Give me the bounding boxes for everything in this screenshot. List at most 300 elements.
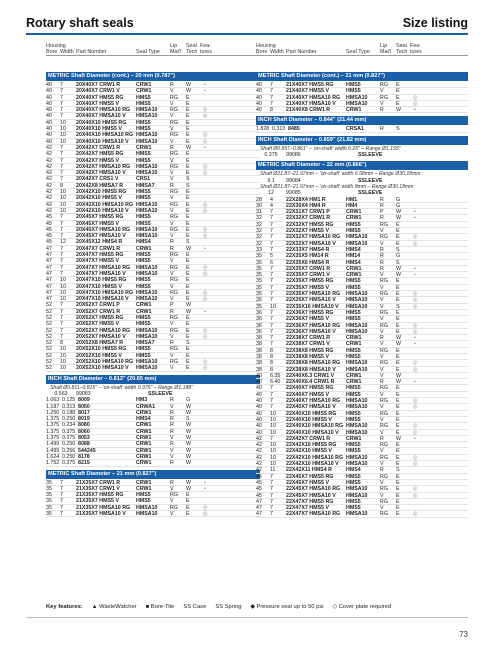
table-cell: 20X52X7 CRW1 R	[76, 308, 121, 315]
feature-icon: ◎	[202, 296, 208, 303]
feature-icon	[200, 353, 210, 358]
sleeve-cell: SSLEEVE	[148, 390, 173, 397]
table-cell: 22X40X10 HMSA10 V	[286, 429, 339, 436]
table-cell: 22X40X10 HMS5 RG	[286, 410, 337, 417]
table-cell: V	[380, 297, 384, 304]
table-cell: 40	[46, 126, 52, 133]
table-cell: V	[170, 113, 174, 120]
table-cell: 52	[46, 327, 52, 334]
table-cell: HMS4	[346, 259, 361, 266]
table-cell: G	[396, 253, 401, 260]
section-header: INCH Shaft Diameter – 0.844" (21.44 mm)	[256, 116, 468, 125]
feature-icon	[200, 176, 210, 181]
table-cell: E	[396, 347, 400, 354]
table-cell: 52	[46, 333, 52, 340]
table-cell: 8178	[78, 453, 90, 460]
table-cell: 10	[60, 138, 66, 145]
table-cell: 7	[270, 278, 273, 285]
table-cell: 20X40X7 CRW1 R	[76, 82, 121, 88]
feature-icon: ◎	[202, 226, 208, 233]
table-cell: HMS5	[346, 448, 361, 455]
table-cell: 1.752	[46, 460, 60, 467]
table-cell: HMSA10	[346, 291, 368, 298]
feature-icon	[410, 82, 420, 87]
table-cell: 40	[46, 107, 52, 114]
table-cell: V	[170, 88, 174, 95]
table-cell: 22X38X7 CRW1 R	[286, 335, 331, 342]
table-cell: 8215	[78, 460, 90, 467]
table-cell: E	[396, 360, 400, 367]
table-cell: 7	[270, 309, 273, 316]
table-cell: 40	[256, 82, 262, 88]
table-cell: 52	[46, 314, 52, 321]
table-cell: 52	[46, 302, 52, 309]
table-cell: 22X28X4 HM1 R	[286, 196, 326, 203]
table-cell: 20X52X7 HMSA10 RG	[76, 327, 131, 334]
table-cell: 8060	[78, 428, 90, 435]
table-cell: HMSA10	[346, 404, 368, 411]
feature-icon	[410, 316, 420, 321]
table-cell: CRW1	[346, 107, 362, 114]
table-cell: 47	[46, 270, 52, 277]
table-cell: 35	[46, 511, 52, 517]
table-cell: 40	[256, 385, 262, 392]
table-cell: CRW1	[346, 379, 362, 386]
table-cell: 36	[256, 316, 262, 323]
feature-icon	[200, 346, 210, 351]
table-cell: 7	[270, 88, 273, 95]
table-cell: 22X40X7 HMS5 V	[286, 391, 329, 398]
table-cell: 7	[270, 341, 273, 348]
table-cell: E	[186, 233, 190, 240]
table-cell: V	[380, 328, 384, 335]
table-cell: HMS5	[136, 94, 151, 101]
table-cell: 10	[60, 201, 66, 208]
table-cell: E	[186, 195, 190, 202]
table-cell: HMS5	[136, 189, 151, 196]
table-cell: CRW1	[136, 428, 152, 435]
table-cell: 8485	[288, 126, 300, 133]
table-cell: HMS4	[346, 246, 361, 253]
table-cell: 22X36X7 HMSA10 V	[286, 328, 336, 335]
feature-icon: ◎	[202, 365, 208, 372]
table-cell: HMS5	[136, 119, 151, 126]
table-cell: E	[396, 228, 400, 235]
table-cell: 22X40X7 HMSA10 V	[286, 404, 336, 411]
table-cell: V	[170, 220, 174, 227]
key-bore-tite: ■ Bore-Tite	[145, 604, 175, 610]
table-cell: E	[396, 322, 400, 329]
table-cell: E	[396, 486, 400, 493]
feature-icon	[410, 392, 420, 397]
table-cell: 10	[60, 119, 66, 126]
table-cell: W	[186, 485, 191, 492]
table-cell: 40	[256, 107, 262, 114]
table-cell: CRW1	[136, 144, 152, 151]
table-cell: 12	[60, 239, 66, 246]
feature-icon: ◎	[202, 511, 208, 517]
table-cell: RG	[380, 322, 388, 329]
table-cell: RG	[380, 347, 388, 354]
table-cell: RG	[170, 264, 178, 271]
table-cell: 35	[256, 297, 262, 304]
table-cell: RG	[170, 132, 178, 139]
feature-icon: ▪	[414, 379, 416, 386]
feature-icon: ◎	[412, 398, 418, 405]
table-cell: 20X42X7 HMS5 V	[76, 157, 119, 164]
feature-icon	[200, 95, 210, 100]
table-cell: 52	[46, 365, 52, 372]
feature-icon: ◎	[202, 233, 208, 240]
table-cell: 20X47X10 HMSA10 RG	[76, 289, 134, 296]
table-cell: 40	[46, 138, 52, 145]
table-cell: 36	[256, 322, 262, 329]
table-cell: W	[396, 272, 401, 279]
table-cell: W	[186, 428, 191, 435]
table-cell: 8	[270, 347, 273, 354]
table-cell: 35	[46, 504, 52, 511]
table-cell: 40	[256, 379, 262, 386]
table-cell: V	[380, 461, 384, 468]
feature-icon: ◎	[412, 360, 418, 367]
feature-icon	[200, 221, 210, 226]
table-cell: 7	[270, 100, 273, 107]
table-cell: RG	[380, 278, 388, 285]
table-cell: 22X38X8 HMS5 V	[286, 353, 329, 360]
table-cell: HMSA10	[136, 359, 158, 366]
table-cell: R	[170, 182, 174, 189]
sleeve-cell	[402, 152, 416, 158]
table-cell: E	[396, 511, 400, 518]
table-cell: 35	[256, 291, 262, 298]
header-rule	[26, 33, 468, 35]
table-cell: E	[186, 170, 190, 177]
table-row	[256, 107, 468, 113]
table-cell: RG	[380, 410, 388, 417]
table-cell: 10	[270, 442, 276, 449]
table-cell: 22X45X7 HMS5 V	[286, 479, 329, 486]
table-cell: 7	[60, 94, 63, 101]
table-cell: 10	[270, 303, 276, 310]
table-cell: E	[396, 316, 400, 323]
table-cell: V	[380, 416, 384, 423]
feature-icon: ▪	[414, 435, 416, 442]
feature-icon: ◎	[412, 404, 418, 411]
table-cell: HMSA10	[346, 398, 368, 405]
feature-icon	[410, 467, 420, 472]
table-cell: 20X52X10 HMS5 V	[76, 352, 122, 359]
table-cell: S	[396, 246, 400, 253]
key-wastewatcher: ▲ WasteWatcher	[91, 604, 137, 610]
table-cell: 42	[256, 448, 262, 455]
table-cell: E	[186, 321, 190, 328]
table-cell: 20X40X10 HMS5 V	[76, 126, 122, 133]
table-cell: V	[170, 365, 174, 372]
table-cell: RG	[170, 252, 178, 259]
table-cell: 7	[270, 291, 273, 298]
table-cell: 7	[270, 505, 273, 512]
table-cell: R	[380, 379, 384, 386]
key-ss-case: SS Case	[183, 604, 207, 610]
feature-icon: ◎	[202, 132, 208, 139]
sleeve-cell	[388, 152, 402, 158]
sleeve-cell: 0.375	[264, 152, 278, 159]
table-cell: 22X33X7 HMS4 R	[286, 246, 330, 253]
table-cell: R	[170, 428, 174, 435]
table-cell: 35	[256, 284, 262, 291]
table-cell: E	[186, 258, 190, 265]
feature-icon: ◎	[202, 270, 208, 277]
table-cell: G	[186, 397, 191, 404]
table-cell: RG	[170, 327, 178, 334]
footer-rule	[26, 617, 468, 618]
table-cell: HMS5	[136, 321, 151, 328]
feature-icon	[200, 120, 210, 125]
table-cell: 10	[270, 429, 276, 436]
table-cell: 0.250	[62, 441, 76, 448]
feature-icon: ◎	[202, 333, 208, 340]
table-cell: 22X35X7 CRW1 R	[286, 265, 331, 272]
table-cell: 45	[256, 486, 262, 493]
table-cell: W	[396, 265, 401, 272]
table-cell: 10	[270, 448, 276, 455]
table-cell: 32	[256, 234, 262, 241]
table-cell: 22X35X6 HMS4 R	[286, 259, 330, 266]
feature-icon: ◎	[412, 429, 418, 436]
table-cell: E	[186, 107, 190, 114]
table-cell: V	[170, 296, 174, 303]
table-cell: 20X52X10 HMS5 RG	[76, 346, 127, 353]
table-cell: 40	[256, 398, 262, 405]
table-cell: HMSA10	[136, 233, 158, 240]
table-cell: 47	[46, 289, 52, 296]
table-cell: CRW1	[136, 308, 152, 315]
table-cell: E	[396, 221, 400, 228]
table-cell: 42	[256, 461, 262, 468]
table-cell: 22X45X7 HMS5 RG	[286, 473, 334, 480]
feature-icon: ◎	[202, 327, 208, 334]
table-cell: R	[380, 265, 384, 272]
table-cell: R	[170, 441, 174, 448]
table-cell: 52	[46, 359, 52, 366]
section-header: METRIC Shaft Diameter (cont.) – 21 mm (0.827")	[256, 72, 468, 81]
table-cell: 42	[46, 201, 52, 208]
feature-icon	[200, 239, 210, 244]
feature-icon	[410, 278, 420, 283]
table-cell: E	[186, 365, 190, 372]
table-cell: V	[170, 138, 174, 145]
table-cell: 40	[256, 416, 262, 423]
table-cell: CRW1	[346, 341, 362, 348]
table-cell: 42	[256, 454, 262, 461]
table-cell: CRW1	[346, 435, 362, 442]
table-cell: R	[170, 422, 174, 429]
table-cell: R	[380, 435, 384, 442]
table-cell: W	[396, 435, 401, 442]
feature-icon: ▪	[414, 215, 416, 222]
table-cell: 38	[256, 353, 262, 360]
table-cell: 20X42X7 HMSA10 V	[76, 170, 126, 177]
table-cell: R	[170, 308, 174, 315]
table-cell: 20X47X7 HMS5 RG	[76, 252, 124, 259]
section-header: METRIC Shaft Diameter – 21 mm (0.827")	[46, 470, 260, 479]
table-cell: E	[396, 366, 400, 373]
feature-icon	[410, 247, 420, 252]
table-cell: 40	[256, 94, 262, 101]
feature-icon	[200, 252, 210, 257]
feature-icon: ▪	[414, 265, 416, 272]
table-cell: HMSA10	[136, 132, 158, 139]
table-cell: V	[380, 240, 384, 247]
table-cell: E	[396, 240, 400, 247]
table-cell: HMS5	[346, 88, 361, 95]
table-cell: 22X40X7 HMS5 RG	[286, 385, 334, 392]
table-cell: 1.187	[46, 403, 60, 410]
table-cell: 42	[256, 467, 262, 474]
table-cell: 7	[270, 391, 273, 398]
table-cell: 6.40	[270, 379, 281, 386]
table-cell: E	[396, 498, 400, 505]
table-cell: 20X40X10 HMSA10 RG	[76, 132, 134, 139]
table-cell: 8	[270, 360, 273, 367]
table-cell: HMS5	[136, 100, 151, 107]
table-cell: RG	[170, 359, 178, 366]
table-cell: RG	[380, 423, 388, 430]
table-cell: HMS5	[136, 252, 151, 259]
table-cell: 10	[270, 410, 276, 417]
table-cell: RG	[380, 221, 388, 228]
table-cell: R	[170, 245, 174, 252]
table-cell: 45	[46, 214, 52, 221]
table-cell: S	[186, 182, 190, 189]
table-cell: HMS5	[346, 284, 361, 291]
table-cell: E	[396, 328, 400, 335]
table-cell: 20X47X7 CRW1 R	[76, 245, 121, 252]
feature-icon	[410, 260, 420, 265]
table-cell: E	[186, 333, 190, 340]
feature-icon: ◎	[202, 289, 208, 296]
feature-icon: ◎	[412, 461, 418, 468]
sleeve-cell: 99084	[286, 177, 301, 184]
table-cell: 22X42X11 HMS4 R	[286, 467, 332, 474]
table-cell: V	[380, 284, 384, 291]
table-cell: E	[396, 429, 400, 436]
table-cell: E	[396, 88, 400, 95]
table-cell: 22X36X7 HMS5 V	[286, 316, 329, 323]
table-cell: RG	[170, 289, 178, 296]
feature-icon: ◎	[412, 303, 418, 310]
table-row	[256, 511, 468, 517]
table-cell: W	[396, 379, 401, 386]
table-cell: 7	[270, 404, 273, 411]
feature-icon	[200, 492, 210, 497]
table-cell: S	[186, 239, 190, 246]
table-cell: CRW1	[346, 335, 362, 342]
table-cell: 7	[270, 234, 273, 241]
table-cell: 6	[270, 259, 273, 266]
table-cell: 38	[256, 335, 262, 342]
table-cell: W	[186, 409, 191, 416]
table-cell: RG	[170, 189, 178, 196]
table-cell: 10	[60, 359, 66, 366]
table-cell: E	[396, 461, 400, 468]
table-cell: RG	[380, 385, 388, 392]
table-cell: HMSA10	[136, 207, 158, 214]
table-cell: 47	[256, 511, 262, 518]
table-cell: HMS5	[346, 416, 361, 423]
table-cell: 6.35	[270, 372, 281, 379]
table-cell: V	[380, 372, 384, 379]
feature-icon: ◎	[412, 94, 418, 101]
table-cell: CRW1	[136, 441, 152, 448]
table-cell: CRW1	[346, 215, 362, 222]
feature-icon: ▪	[204, 88, 206, 95]
table-cell: 0.313	[272, 126, 286, 133]
table-cell: V	[170, 233, 174, 240]
table-cell: 7	[270, 94, 273, 101]
table-cell: 47	[46, 245, 52, 252]
feature-icon	[410, 505, 420, 510]
table-cell: V	[380, 429, 384, 436]
table-cell: 22X32X7 HMSA10 V	[286, 240, 336, 247]
table-cell: E	[396, 291, 400, 298]
table-cell: 1.624	[46, 453, 60, 460]
page-section-title: Size listing	[402, 16, 468, 30]
table-cell: 47	[46, 252, 52, 259]
table-cell: 10	[60, 132, 66, 139]
table-cell: HMSA10	[346, 492, 368, 499]
feature-icon: ◎	[202, 138, 208, 145]
table-cell: E	[186, 352, 190, 359]
table-cell: 32	[256, 228, 262, 235]
table-cell: 20X47X7 HMSA10 RG	[76, 264, 131, 271]
table-cell: 4	[270, 196, 273, 203]
key-cover-plate: ◇ Cover plate required	[332, 604, 392, 610]
table-cell: E	[186, 132, 190, 139]
table-cell: 1.063	[46, 397, 60, 404]
table-cell: 45	[46, 239, 52, 246]
table-cell: HM4	[346, 202, 358, 209]
table-cell: HMSA10	[346, 423, 368, 430]
table-cell: E	[186, 504, 190, 511]
table-cell: E	[396, 234, 400, 241]
feature-icon: ◎	[202, 504, 208, 511]
table-cell: RG	[380, 442, 388, 449]
table-cell: V	[170, 100, 174, 107]
table-cell: 7	[60, 321, 63, 328]
table-cell: W	[186, 403, 191, 410]
table-cell: HMSA10	[136, 226, 158, 233]
table-cell: E	[186, 100, 190, 107]
feature-icon	[410, 228, 420, 233]
table-cell: CRW1	[136, 485, 152, 492]
table-cell: RG	[170, 94, 178, 101]
table-cell: 22X47X7 HMS5 RG	[286, 498, 334, 505]
table-row	[46, 365, 260, 371]
table-cell: CRW1	[346, 372, 362, 379]
table-cell: 20X42X7 CRW1 R	[76, 144, 121, 151]
feature-icon: ◎	[412, 454, 418, 461]
table-cell: 7	[60, 511, 63, 517]
table-cell: 20X52X10 HMSA10 RG	[76, 359, 134, 366]
table-cell: 22X42X7 CRW1 R	[286, 435, 331, 442]
feature-icon: ▪	[414, 335, 416, 342]
table-cell: E	[396, 297, 400, 304]
table-cell: E	[186, 214, 190, 221]
table-cell: V	[380, 272, 384, 279]
sleeve-cell: SSLEEVE	[358, 177, 383, 184]
table-cell: 21X35X7 CRW1 V	[76, 485, 120, 492]
